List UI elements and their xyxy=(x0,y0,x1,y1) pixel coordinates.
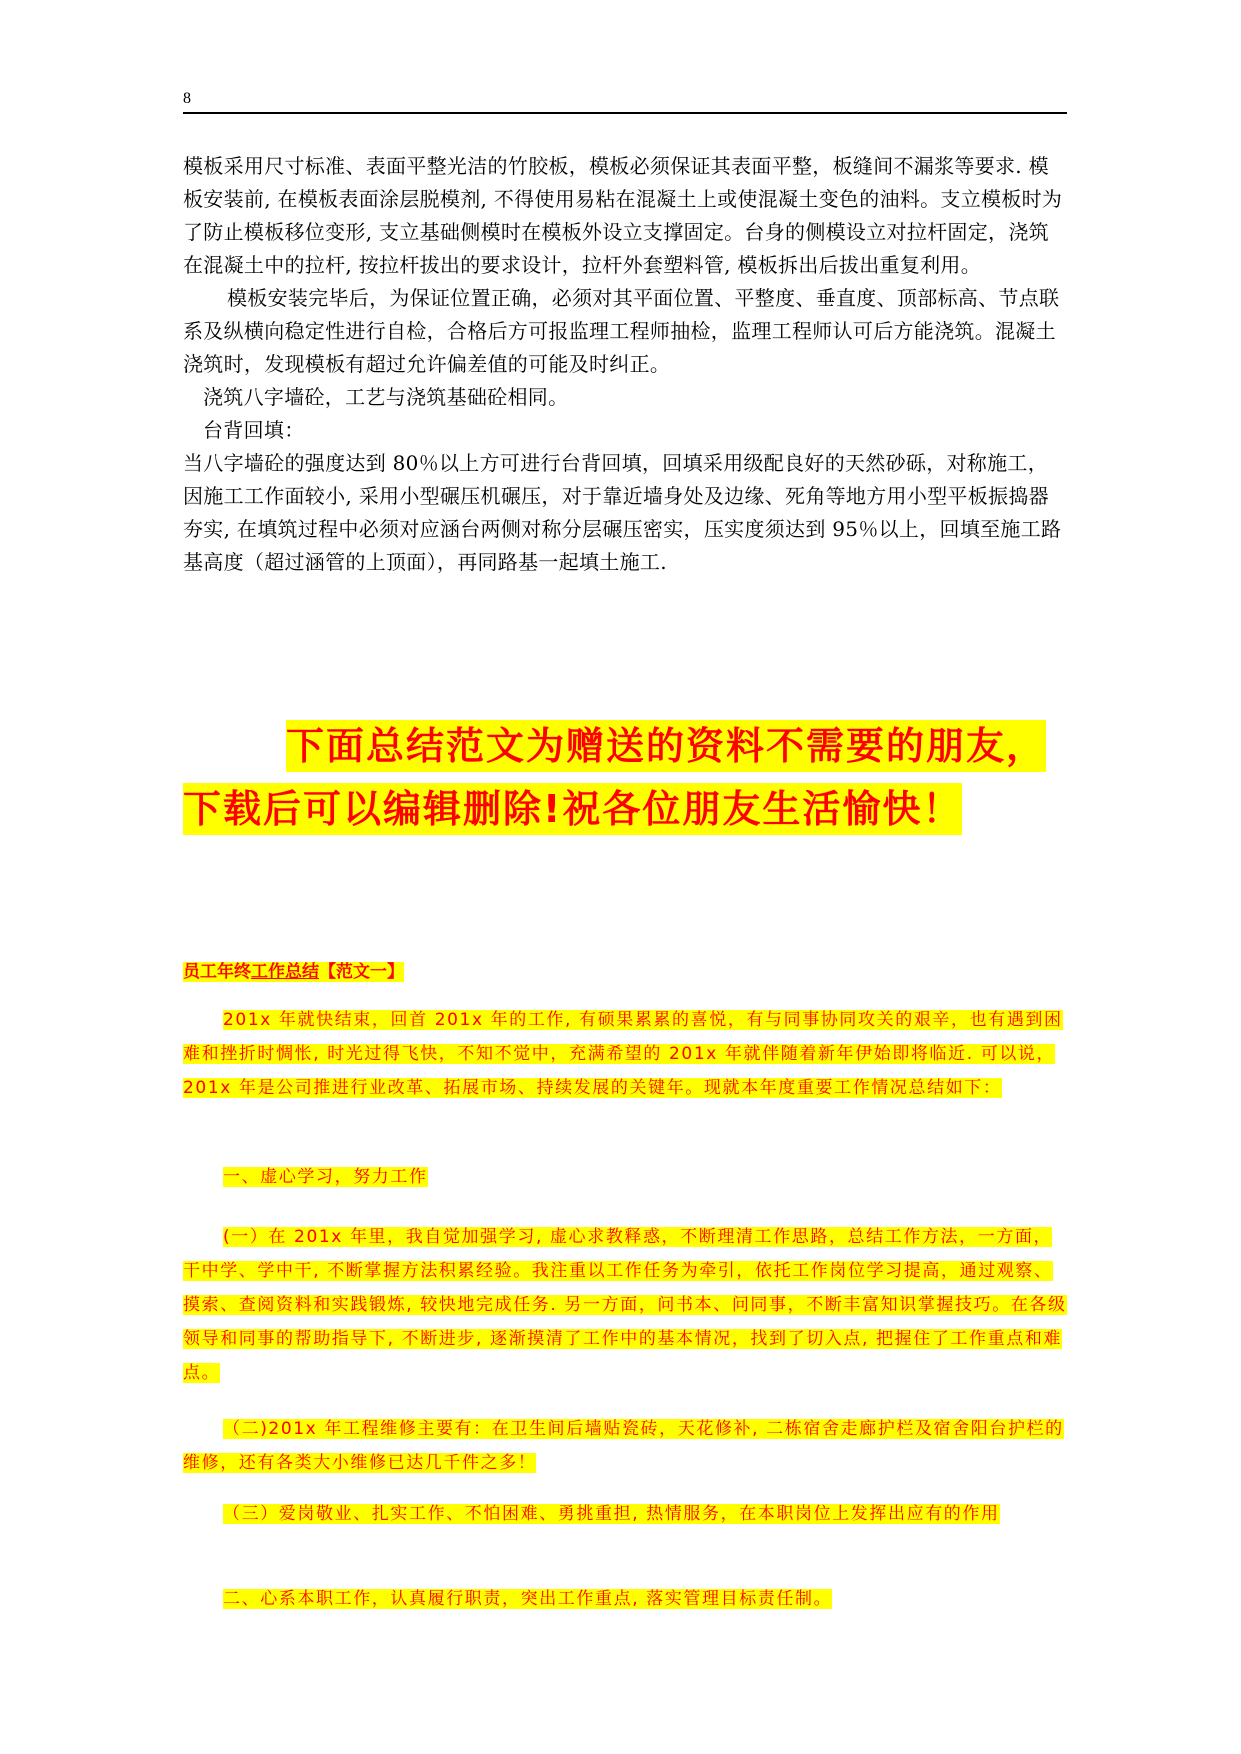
header-rule xyxy=(183,112,1067,114)
promo-line-1: 下面总结范文为赠送的资料不需要的朋友， xyxy=(286,720,1046,772)
page-number: 8 xyxy=(183,90,191,107)
sample-item-3 xyxy=(183,1497,1067,1531)
paragraph-formwork: 模板采用尺寸标准、表面平整光洁的竹胶板，模板必须保证其表面平整，板缝间不漏浆等要求. 模板安装前, 在模板表面涂层脱模剂, 不得使用易粘在混凝土上或使混凝土变色的油料。支立模板时为了防止模板移位变形, 支立基础侧模时在模板外设立支撑固定。台身的侧模设立对拉杆固定，浇筑在混凝土中的拉杆, 按拉杆拔出的要求设计，拉杆外套塑料管, 模板拆出后拔出重复利用。 xyxy=(183,154,1063,277)
sample-heading-1 xyxy=(183,1160,1067,1194)
sample-heading-2 xyxy=(183,1582,1067,1616)
body-text-block xyxy=(183,150,1063,579)
paragraph-backfill-heading: 台背回填： xyxy=(203,418,305,442)
sample-title-link[interactable]: 工作总结 xyxy=(251,962,319,982)
promo-line-2: 下载后可以编辑删除!祝各位朋友生活愉快！ xyxy=(183,783,962,835)
sample-item-3-text: （三）爱岗敬业、扎实工作、不怕困难、勇挑重担, 热情服务，在本职岗位上发挥出应有的作用 xyxy=(223,1504,1000,1524)
sample-item-2 xyxy=(183,1412,1067,1480)
sample-title xyxy=(183,960,404,984)
sample-intro xyxy=(183,1003,1067,1105)
sample-heading-2-text: 二、心系本职工作，认真履行职责，突出工作重点, 落实管理目标责任制。 xyxy=(223,1589,833,1609)
paragraph-wing-wall: 浇筑八字墙砼，工艺与浇筑基础砼相同。 xyxy=(203,385,569,409)
sample-item-1-text: (一）在 201x 年里，我自觉加强学习, 虚心求教释惑，不断理清工作思路，总结工作方法，一方面，干中学、学中干, 不断掌握方法积累经验。我注重以工作任务为牵引，依托工作岗位学习提高，通过观察、摸索、查阅资料和实践锻炼, 较快地完成任务. 另一方面，问书本、问同事，不断丰富知识掌握技巧。在各级领导和同事的帮助指导下, 不断进步, 逐渐摸清了工作中的基本情况，找到了切入点, 把握住了工作重点和难点。 xyxy=(183,1227,1067,1383)
sample-title-suffix: 【范文一】 xyxy=(319,962,404,982)
sample-item-1 xyxy=(183,1220,1067,1390)
sample-title-prefix: 员工年终 xyxy=(183,962,251,982)
sample-heading-1-text: 一、虚心学习，努力工作 xyxy=(223,1167,428,1187)
paragraph-backfill: 当八字墙砼的强度达到 80％以上方可进行台背回填，回填采用级配良好的天然砂砾，对称施工，因施工工作面较小, 采用小型碾压机碾压，对于靠近墙身处及边缘、死角等地方用小型平板振捣器夯实, 在填筑过程中必须对应涵台两侧对称分层碾压密实，压实度须达到 95％以上，回填至施工路基高度（超过涵管的上顶面），再同路基一起填土施工. xyxy=(183,451,1062,574)
sample-intro-text: 201x 年就快结束，回首 201x 年的工作, 有硕果累累的喜悦，有与同事协同攻关的艰辛，也有遇到困难和挫折时惆怅, 时光过得飞快，不知不觉中，充满希望的 201x 年就伴随着新年伊始即将临近. 可以说，201x 年是公司推进行业改革、拓展市场、持续发展的关键年。现就本年度重要工作情况总结如下： xyxy=(183,1010,1063,1098)
sample-item-2-text: （二)201x 年工程维修主要有：在卫生间后墙贴瓷砖，天花修补, 二栋宿舍走廊护栏及宿舍阳台护栏的维修，还有各类大小维修已达几千件之多！ xyxy=(183,1419,1064,1473)
paragraph-formwork-check: 模板安装完毕后，为保证位置正确，必须对其平面位置、平整度、垂直度、顶部标高、节点联系及纵横向稳定性进行自检，合格后方可报监理工程师抽检，监理工程师认可后方能浇筑。混凝土浇筑时，发现模板有超过允许偏差值的可能及时纠正。 xyxy=(183,286,1060,376)
